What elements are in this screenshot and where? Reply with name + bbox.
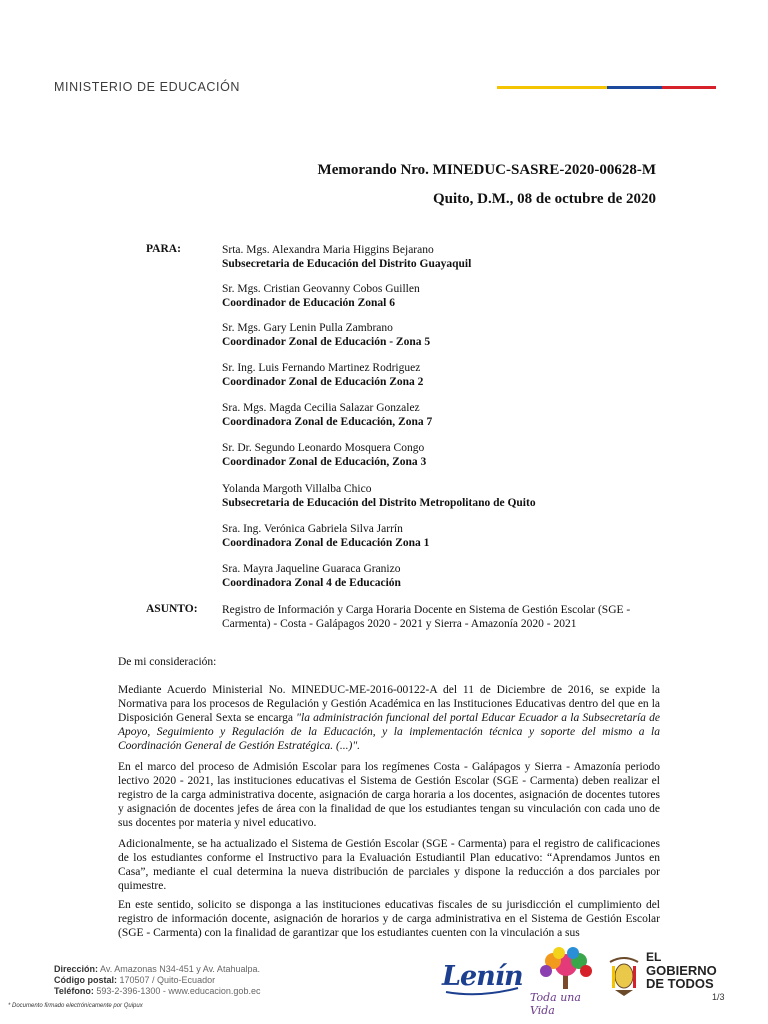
recipient-title: Coordinador Zonal de Educación Zona 2: [222, 376, 424, 388]
paragraph-2: En el marco del proceso de Admisión Escolar para los regímenes Costa - Galápagos y Sierra - Amazonía periodo lectivo 2020 - 2021, las instituciones educativas el Sistema de Gestión Escolar (SGE - Carmenta) deben realizar el registro de la carga administrativa docente, asignación de carga horaria a los docentes, asignación de docentes tutores y asignación de docentes jefes de área con la finalidad de que los estudiantes tengan su vinculación con cada uno de sus docentes por materia y nivel educativo.: [118, 761, 660, 829]
recipient: [222, 522, 429, 550]
recipient-title: Coordinador Zonal de Educación - Zona 5: [222, 336, 431, 348]
paragraph-1-quote: "la administración funcional del portal Educar Ecuador a la Subsecretaría de Apoyo, Seguimiento y Regulación de la Educación, y la implementación técnica y soporte del mismo a la Coordinación General de Gestión Estratégica. (...)".: [118, 712, 660, 752]
paragraph-1: [118, 683, 660, 753]
recipient-name: Sr. Ing. Luis Fernando Martinez Rodriguez: [222, 362, 421, 374]
recipient-title: Coordinadora Zonal 4 de Educación: [222, 577, 401, 589]
flag-stripe-yellow: [497, 86, 607, 89]
recipient: [222, 361, 423, 389]
page-number: 1/3: [712, 992, 725, 1002]
recipient: [222, 282, 420, 310]
gobierno-logo: [606, 950, 722, 1000]
recipient: [222, 441, 426, 469]
paragraph-4: En este sentido, solicito se disponga a las instituciones educativas fiscales de su jurisdicción el cumplimiento del registro de información docente, asignación de horarios y de carga administrativa en el Sistema de Gestión Escolar (SGE - Carmenta) con la finalidad de garantizar que los estudiantes cuenten con la vinculación a sus: [118, 899, 660, 939]
recipient-title: Coordinadora Zonal de Educación, Zona 7: [222, 416, 433, 428]
coat-of-arms-icon: [606, 952, 642, 998]
toda-una-vida-logo: Toda una Vida: [526, 947, 606, 1005]
memo-number: Memorando Nro. MINEDUC-SASRE-2020-00628-M: [317, 162, 656, 178]
footer-postal: Código postal: 170507 / Quito-Ecuador: [54, 975, 216, 985]
recipient-title: Coordinador de Educación Zonal 6: [222, 297, 395, 309]
recipient-title: Coordinador Zonal de Educación, Zona 3: [222, 456, 427, 468]
recipient-name: Sra. Ing. Verónica Gabriela Silva Jarrín: [222, 523, 403, 535]
recipient-name: Sr. Mgs. Cristian Geovanny Cobos Guillen: [222, 283, 420, 295]
footer-address: Dirección: Av. Amazonas N34-451 y Av. Atahualpa.: [54, 964, 260, 974]
recipient-title: Coordinadora Zonal de Educación Zona 1: [222, 537, 430, 549]
footer-phone: Teléfono: 593-2-396-1300 - www.educacion.gob.ec: [54, 986, 261, 996]
paragraph-3: Adicionalmente, se ha actualizado el Sistema de Gestión Escolar (SGE - Carmenta) para el registro de calificaciones de los estudiantes conforme el Instructivo para la Evaluación Estudiantil Plan educativo: “Aprendamos Juntos en Casa”, mediante el cual determina la nueva distribución de parciales y dispone la reducción a dos parciales por quimestre.: [118, 838, 660, 892]
lenin-logo: Lenín: [440, 958, 524, 998]
flag-stripe-red: [662, 86, 716, 89]
recipient: [222, 482, 536, 510]
greeting: De mi consideración:: [118, 656, 217, 668]
recipient-title: Subsecretaria de Educación del Distrito Metropolitano de Quito: [222, 497, 536, 509]
paragraph-1-text: Mediante Acuerdo Ministerial No. MINEDUC-ME-2016-00122-A del 11 de Diciembre de 2016, se expide la Normativa para los procesos de Regulación y Gestión Académica en las Instituciones Educativas dentro del que en la Disposición General Sexta se encarga: [118, 684, 660, 724]
recipient: [222, 562, 401, 590]
recipient-name: Sr. Dr. Segundo Leonardo Mosquera Congo: [222, 442, 425, 454]
recipient-name: Srta. Mgs. Alexandra Maria Higgins Bejarano: [222, 244, 434, 256]
gobierno-line-2: GOBIERNO: [646, 963, 717, 978]
gobierno-line-3: DE TODOS: [646, 976, 714, 991]
recipient-name: Sra. Mayra Jaqueline Guaraca Granizo: [222, 563, 401, 575]
recipient: [222, 243, 471, 271]
asunto-text: Registro de Información y Carga Horaria Docente en Sistema de Gestión Escolar (SGE - Carmenta) - Costa - Galápagos 2020 - 2021 y Sierra - Amazonía 2020 - 2021: [222, 604, 631, 630]
asunto-label: ASUNTO:: [146, 603, 198, 615]
gobierno-line-1: EL: [646, 950, 662, 964]
flag-stripe-blue: [607, 86, 662, 89]
recipient: [222, 401, 432, 429]
recipient-name: Yolanda Margoth Villalba Chico: [222, 483, 372, 495]
memo-date: Quito, D.M., 08 de octubre de 2020: [432, 191, 656, 207]
recipient-name: Sra. Mgs. Magda Cecilia Salazar Gonzalez: [222, 402, 420, 414]
para-label: PARA:: [146, 243, 181, 255]
recipient: [222, 321, 430, 349]
recipient-name: Sr. Mgs. Gary Lenin Pulla Zambrano: [222, 322, 393, 334]
signed-note: * Documento firmado electrónicamente por Quipux: [8, 1003, 143, 1009]
tree-icon: [526, 947, 606, 991]
recipient-title: Subsecretaria de Educación del Distrito Guayaquil: [222, 258, 472, 270]
ministry-header: MINISTERIO DE EDUCACIÓN: [54, 80, 241, 94]
